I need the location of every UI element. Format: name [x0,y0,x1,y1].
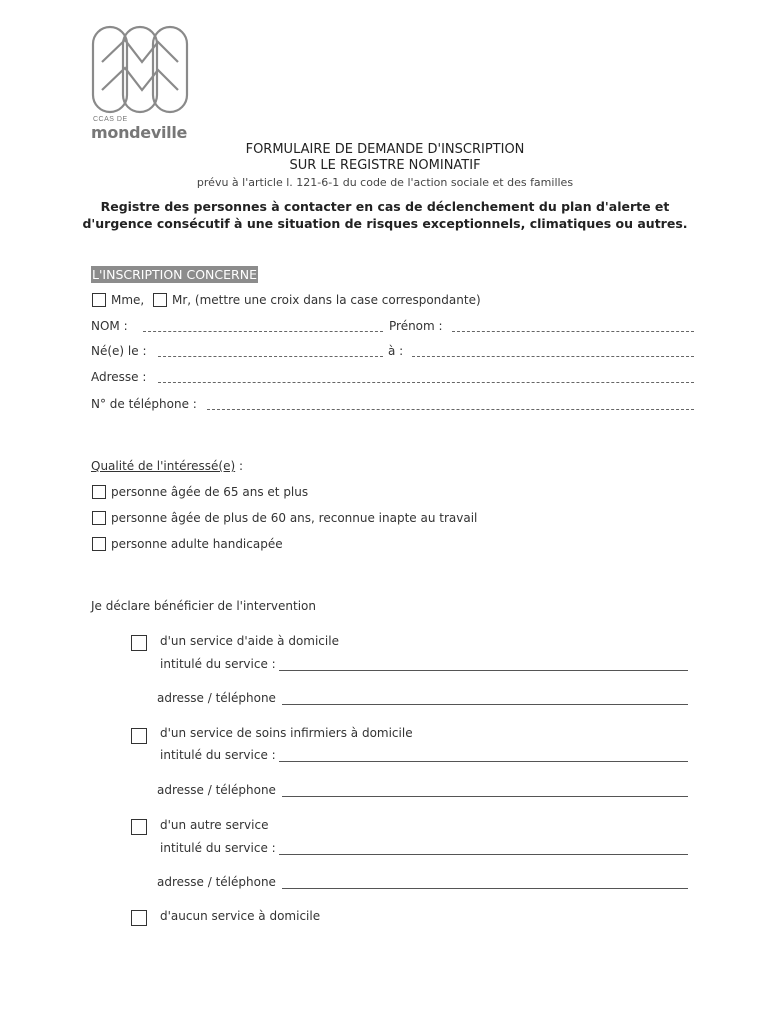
service-soins-adresse-label: adresse / téléphone [157,783,276,797]
telephone-label: N° de téléphone : [91,397,197,411]
service-soins-label: d'un service de soins infirmiers à domicile [160,726,413,740]
telephone-field[interactable] [207,409,694,410]
service-aide-domicile-label: d'un service d'aide à domicile [160,634,339,648]
lieu-naissance-label: à : [388,344,404,358]
logo-small-text: CCAS DE [93,116,128,123]
nom-label: NOM : [91,319,128,333]
qualite-option-handicap-checkbox[interactable] [92,537,106,551]
lieu-naissance-field[interactable] [412,356,694,357]
mme-label: Mme, [111,293,145,307]
qualite-option-65-label: personne âgée de 65 ans et plus [111,485,309,499]
service-aide-intitule-field[interactable] [279,670,688,671]
prenom-field[interactable] [452,331,694,332]
adresse-label: Adresse : [91,370,147,384]
qualite-option-60-checkbox[interactable] [92,511,106,525]
qualite-label: Qualité de l'intéressé(e) [91,459,236,473]
service-soins-intitule-field[interactable] [279,761,688,762]
aucun-service-label: d'aucun service à domicile [160,909,321,923]
qualite-heading [91,458,243,474]
mme-checkbox[interactable] [92,293,106,307]
logo-brand-text: mondeville [91,123,188,142]
service-aide-domicile-checkbox[interactable] [131,635,147,651]
qualite-option-60-label: personne âgée de plus de 60 ans, reconnue inapte au travail [111,511,478,525]
aucun-service-checkbox[interactable] [131,910,147,926]
service-autre-adresse-field[interactable] [282,888,688,889]
form-description-line2: d'urgence consécutif à une situation de risques exceptionnels, climatiques ou autres. [82,216,688,231]
form-title: FORMULAIRE DE DEMANDE D'INSCRIPTION [245,142,525,157]
form-title-line2: SUR LE REGISTRE NOMINATIF [289,158,481,173]
form-description-line1: Registre des personnes à contacter en cas de déclenchement du plan d'alerte et [100,199,670,214]
qualite-colon: : [235,459,243,473]
service-soins-infirmiers-checkbox[interactable] [131,728,147,744]
nom-field[interactable] [143,331,383,332]
service-aide-intitule-label: intitulé du service : [160,657,276,671]
qualite-option-65-checkbox[interactable] [92,485,106,499]
service-aide-adresse-label: adresse / téléphone [157,691,276,705]
service-autre-intitule-label: intitulé du service : [160,841,276,855]
service-autre-checkbox[interactable] [131,819,147,835]
service-soins-adresse-field[interactable] [282,796,688,797]
date-naissance-field[interactable] [158,356,383,357]
mr-label: Mr, (mettre une croix dans la case correspondante) [172,293,481,307]
inscription-heading: L'INSCRIPTION CONCERNE [92,267,257,282]
mr-checkbox[interactable] [153,293,167,307]
adresse-field[interactable] [158,382,694,383]
qualite-option-handicap-label: personne adulte handicapée [111,537,283,551]
service-autre-adresse-label: adresse / téléphone [157,875,276,889]
service-aide-adresse-field[interactable] [282,704,688,705]
form-subtitle: prévu à l'article l. 121-6-1 du code de l'action sociale et des familles [196,176,574,189]
service-autre-label: d'un autre service [160,818,269,832]
service-soins-intitule-label: intitulé du service : [160,748,276,762]
nele-label: Né(e) le : [91,344,147,358]
prenom-label: Prénom : [389,319,443,333]
service-autre-intitule-field[interactable] [279,854,688,855]
intervention-intro: Je déclare bénéficier de l'intervention [91,599,316,613]
